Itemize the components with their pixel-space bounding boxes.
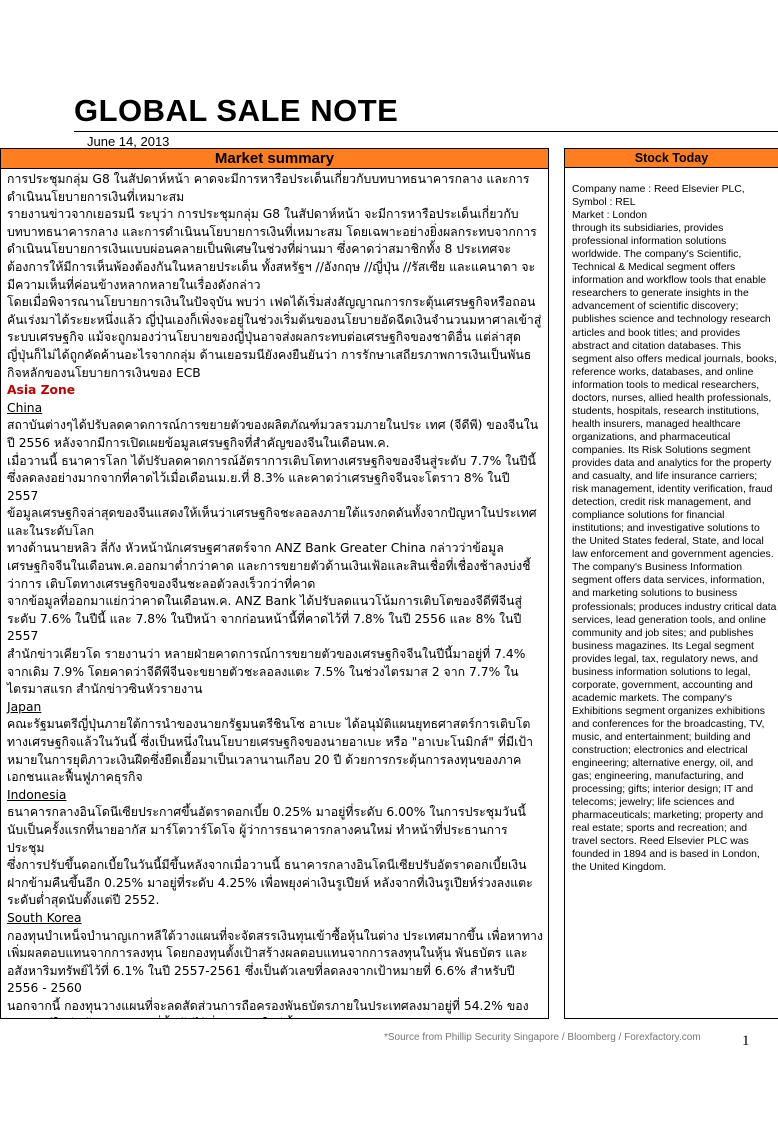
stock-description-line: and casualty, and life insurance carriers; xyxy=(572,471,758,483)
china-heading: China xyxy=(7,400,43,415)
document-date: June 14, 2013 xyxy=(87,134,170,149)
china-paragraph: สถาบันต่างๆได้ปรับลดคาดการณ์การขยายตัวของผลิตภัณฑ์มวลรวมภายในประ เทศ (จีดีพี) ของจีนในปี 2556 หลังจากมีการเปิดเผยข้อมูลเศรษฐกิจที่สำคัญของจีนในเดือนพ.ค. xyxy=(7,418,539,450)
market-summary-content xyxy=(1,169,548,1019)
stock-description-line: advancement of scientific discovery; xyxy=(572,301,739,313)
south-korea-heading: South Korea xyxy=(7,910,82,925)
stock-description-line: compliance solutions for financial xyxy=(572,510,725,522)
stock-description-line: Company name : Reed Elsevier PLC, xyxy=(572,184,745,195)
indonesia-paragraph: ธนาคารกลางอินโดนีเซียประกาศขึ้นอัตราดอกเบี้ย 0.25% มาอยู่ที่ระดับ 6.00% ในการประชุมวันนี้ นับเป็นครั้งแรกที่นายอากัส มาร์โตวาร์โดโจ ผู้ว่าการธนาคารกลางคนใหม่ ทำหน้าที่ประธานการประชุม xyxy=(7,805,526,855)
stock-description-line: The company's Business Information xyxy=(572,562,743,574)
stock-description-line: articles and book titles; and provides xyxy=(572,327,741,339)
intro-paragraph: รายงานข่าวจากเยอรมนี ระบุว่า การประชุมกลุ่ม G8 ในสัปดาห์หน้า จะมีการหารือประเด็นเกี่ยวกับบทบาทธนาคารกลาง และการดำเนินนโยบายการเงินที่เหมาะสม โดยเฉพาะอย่างยิ่งผลกระทบจากการดำเนินนโยบายการเงินแบบผ่อนคลายเป็นพิเศษในช่วงที่ผ่านมา ซึ่งคาดว่าสมาชิกทั้ง 8 ประเทศจะต้องการให้มีการเห็นพ้องต้องกันในหลายประเด็น ทั้งสหรัฐฯ //อังกฤษ //ญี่ปุ่น //รัสเซีย และแคนาดา จะมีความเห็นที่ค่อนข้างหลากหลายในเรื่องดังกล่าว xyxy=(7,207,537,292)
stock-description-line: Exhibitions segment organizes exhibitions xyxy=(572,705,765,717)
stock-description-line: reference works, databases, and online xyxy=(572,366,754,378)
china-paragraph: ทางด้านนายหลิว ลี่กัง หัวหน้านักเศรษฐศาสตร์จาก ANZ Bank Greater China กล่าวว่าข้อมูลเศรษฐกิจจีนในเดือนพ.ค.ออกมาต่ำกว่าคาด และการขยายตัวด้านเงินเฟ้อและสินเชื่อที่เชื่องช้าลงบ่งชี้ว่าการ เติบโตทางเศรษฐกิจของจีนชะลอตัวลงเร็วกว่าที่คาด xyxy=(7,541,531,591)
stock-description-line: corporate, government, accounting and xyxy=(572,679,753,691)
stock-description-line: engineering; alternative energy, oil, and xyxy=(572,758,754,770)
stock-description-line: publishes science and technology research xyxy=(572,314,771,326)
stock-description-line: the United Kingdom. xyxy=(572,862,667,874)
market-summary-heading: Market summary xyxy=(1,149,548,169)
stock-description-line: institutions; and investigative solutions to xyxy=(572,523,760,535)
stock-description-line: information tools to medical researchers, xyxy=(572,379,760,391)
stock-description-line: community and job sites; and publishes xyxy=(572,627,754,639)
south-korea-paragraph: กองทุนบำเหน็จบำนาญเกาหลีใต้วางแผนที่จะจัดสรรเงินทุนเข้าซื้อหุ้นในต่าง ประเทศมากขึ้น เพื่อหาทางเพิ่มผลตอบแทนจากการลงทุน โดยกองทุนตั้งเป้าสร้างผลตอบแทนจากการลงทุนในหุ้น พันธบัตร และอสังหาริมทรัพย์ไว้ที่ 6.1% ในปี 2557-2561 ซึ่งเป็นตัวเลขที่ลดลงจากเป้าหมายที่ 6.6% สำหรับปี 2556 - 2560 xyxy=(7,928,543,996)
intro-paragraph: โดยเมื่อพิจารณานโยบายการเงินในปัจจุบัน พบว่า เฟดได้เริ่มส่งสัญญาณการกระตุ้นเศรษฐกิจหรือถอนคันเร่งมาได้ระยะหนึ่งแล้ว ญี่ปุ่นเองก็เพิ่งจะอยู่ในช่วงเริ่มต้นของนโยบายอัดฉีดเงินจำนวนมหาศาลเข้าสู่ระบบเศรษฐกิจ แม้จะถูกมองว่านโยบายของญี่ปุ่นอาจส่งผลกระทบต่อเศรษฐกิจของชาติอื่น แต่ล่าสุดญี่ปุ่นก็ไม่ได้ถูกคัดค้านอะไรจากกลุ่ม ด้านเยอรมนียังคงยืนยันว่า การรักษาเสถียรภาพการเงินเป็นพันธกิจหลักของนโยบายการเงินของ ECB xyxy=(7,295,542,380)
stock-description-line: telecoms; jewelry; life sciences and xyxy=(572,797,735,809)
stock-description-line: the United States federal, State, and local xyxy=(572,536,764,548)
stock-description-line: pharmaceuticals; marketing; property and xyxy=(572,810,764,822)
title-rule xyxy=(74,131,778,132)
china-paragraph: เมื่อวานนี้ ธนาคารโลก ได้ปรับลดคาดการณ์อัตราการเติบโตทางเศรษฐกิจของจีนสู่ระดับ 7.7% ในปีนี้ ซึ่งลดลงอย่างมากจากที่คาดไว้เมื่อเดือนเม.ย.ที่ 8.3% และคาดว่าเศรษฐกิจจีนจะโตราว 8% ในปี 2557 xyxy=(7,453,536,503)
china-paragraph: ข้อมูลเศรษฐกิจล่าสุดของจีนแสดงให้เห็นว่าเศรษฐกิจชะลอลงภายใต้แรงกดดันทั้งจากปัญหาในประเทศและในระดับโลก xyxy=(7,506,537,538)
stock-description-line: organizations, and pharmaceutical xyxy=(572,431,731,443)
stock-description-line: students, hospitals, research institutions, xyxy=(572,405,760,417)
stock-description-line: researchers to generate insights in the xyxy=(572,288,749,300)
market-summary-panel xyxy=(0,148,549,1019)
page-number: 1 xyxy=(742,1033,750,1049)
stock-description-line: professional information solutions xyxy=(572,236,727,248)
stock-description-line: information and workflow tools that enable xyxy=(572,275,767,287)
stock-description-line: processing; gifts; interior design; IT and xyxy=(572,784,754,796)
stock-description-line: music, and entertainment; building and xyxy=(572,731,751,743)
stock-today-content xyxy=(565,168,778,874)
document-title: GLOBAL SALE NOTE xyxy=(74,93,399,128)
stock-description-line: provides legal, tax, regulatory news, and xyxy=(572,653,758,665)
china-paragraph: จากข้อมูลที่ออกมาแย่กว่าคาดในเดือนพ.ค. ANZ Bank ได้ปรับลดแนวโน้มการเติบโตของจีดีพีจีนสู่ระดับ 7.6% ในปีนี้ และ 7.8% ในปีหน้า จากก่อนหน้านี้ที่คาดไว้ที่ 7.8% ในปี 2556 และ 8% ในปี 2557 xyxy=(7,594,523,644)
stock-description-line: provides data and analytics for the property xyxy=(572,457,772,469)
asia-zone-heading: Asia Zone xyxy=(7,383,76,398)
stock-description-line: segment offers data services, information, xyxy=(572,575,765,587)
stock-description-line: real estate; sports and recreation; and xyxy=(572,823,748,835)
stock-description-line: academic markets. The company's xyxy=(572,692,733,704)
japan-paragraph: คณะรัฐมนตรีญี่ปุ่นภายใต้การนำของนายกรัฐมนตรีชินโซ อาเบะ ได้อนุมัติแผนยุทธศาสตร์การเติบโตทางเศรษฐกิจแล้วในวันนี้ ซึ่งเป็นหนึ่งในนโยบายเศรษฐกิจของนายอาเบะ หรือ "อาเบะโนมิกส์" ที่มีเป้าหมายในการยุติภาวะเงินฝืดซึ่งยืดเยื้อมาเป็นเวลานานเกือบ 20 ปี ด้วยการกระตุ้นการลงทุนของภาคเอกชนและฟื้นฟูภาคธุรกิจ xyxy=(7,717,533,785)
stock-description-line: business magazines. Its Legal segment xyxy=(572,640,754,652)
stock-description-line: and marketing solutions to business xyxy=(572,588,738,600)
stock-description-line: through its subsidiaries, provides xyxy=(572,223,724,235)
source-footnote: *Source from Phillip Security Singapore / Bloomberg / Forexfactory.com xyxy=(384,1032,701,1043)
stock-today-panel xyxy=(564,148,778,1019)
stock-description-line: professionals; produces industry critical data xyxy=(572,601,777,613)
stock-description-line: construction; electronics and electrical xyxy=(572,745,748,757)
stock-description-line: law enforcement and government agencies. xyxy=(572,549,774,561)
stock-description-line: worldwide. The company's Scientific, xyxy=(572,249,742,261)
indonesia-paragraph: ซึ่งการปรับขึ้นดอกเบี้ยในวันนี้มีขึ้นหลังจากเมื่อวานนี้ ธนาคารกลางอินโดนีเซียปรับอัตราดอกเบี้ยเงินฝากข้ามคืนขึ้นอีก 0.25% มาอยู่ที่ระดับ 4.25% เพื่อพยุงค่าเงินรูเปียห์ หลังจากที่เงินรูเปียห์ร่วงลงแตะระดับต่ำสุดนับตั้งแต่ปี 2552. xyxy=(7,858,533,908)
stock-description-line: segment also offers medical journals, books, xyxy=(572,353,777,365)
china-paragraph: สำนักข่าวเคียวโด รายงานว่า หลายฝ่ายคาดการณ์การขยายตัวของเศรษฐกิจจีนในปีนี้มาอยู่ที่ 7.4% จากเดิม 7.9% โดยคาดว่าจีดีพีจีนจะขยายตัวชะลอลงแตะ 7.5% ในช่วงไตรมาส 2 จาก 7.7% ในไตรมาสแรก สำนักข่าวซินหัวรายงาน xyxy=(7,647,526,697)
stock-description-line: companies. Its Risk Solutions segment xyxy=(572,444,751,456)
stock-description-line: detection, credit risk management, and xyxy=(572,497,752,509)
stock-today-heading: Stock Today xyxy=(565,149,778,168)
stock-description-line: travel sectors. Reed Elsevier PLC was xyxy=(572,836,749,848)
stock-description-line: business information solutions to legal, xyxy=(572,666,751,678)
stock-description-line: health insurers, managed healthcare xyxy=(572,418,741,430)
stock-description-line: doctors, nurses, allied health professionals, xyxy=(572,392,772,404)
stock-description-line: abstract and citation databases. This xyxy=(572,340,742,352)
stock-description-line: Market : London xyxy=(572,210,648,222)
stock-description-line: Technical & Medical segment offers xyxy=(572,262,736,274)
stock-description-line: gas; engineering, manufacturing, and xyxy=(572,771,744,783)
south-korea-paragraph: นอกจากนี้ กองทุนวางแผนที่จะลดสัดส่วนการถือครองพันธบัตรภายในประเทศลงมาอยู่ที่ 54.2% ของ xyxy=(7,998,529,1013)
indonesia-heading: Indonesia xyxy=(7,787,67,802)
japan-heading: Japan xyxy=(7,699,42,714)
stock-description-line: Symbol : REL xyxy=(572,197,636,209)
intro-paragraph: การประชุมกลุ่ม G8 ในสัปดาห์หน้า คาดจะมีการหารือประเด็นเกี่ยวกับบทบาทธนาคารกลาง และการดำเนินนโยบายการเงินที่เหมาะสม xyxy=(7,172,530,204)
stock-description-line: services, lead generation tools, and online xyxy=(572,614,767,626)
stock-description-line: risk management, identity verification, fraud xyxy=(572,484,773,496)
stock-description-line: founded in 1894 and is based in London, xyxy=(572,849,760,861)
stock-description-line: and conferences for the broadcasting, TV, xyxy=(572,718,765,730)
